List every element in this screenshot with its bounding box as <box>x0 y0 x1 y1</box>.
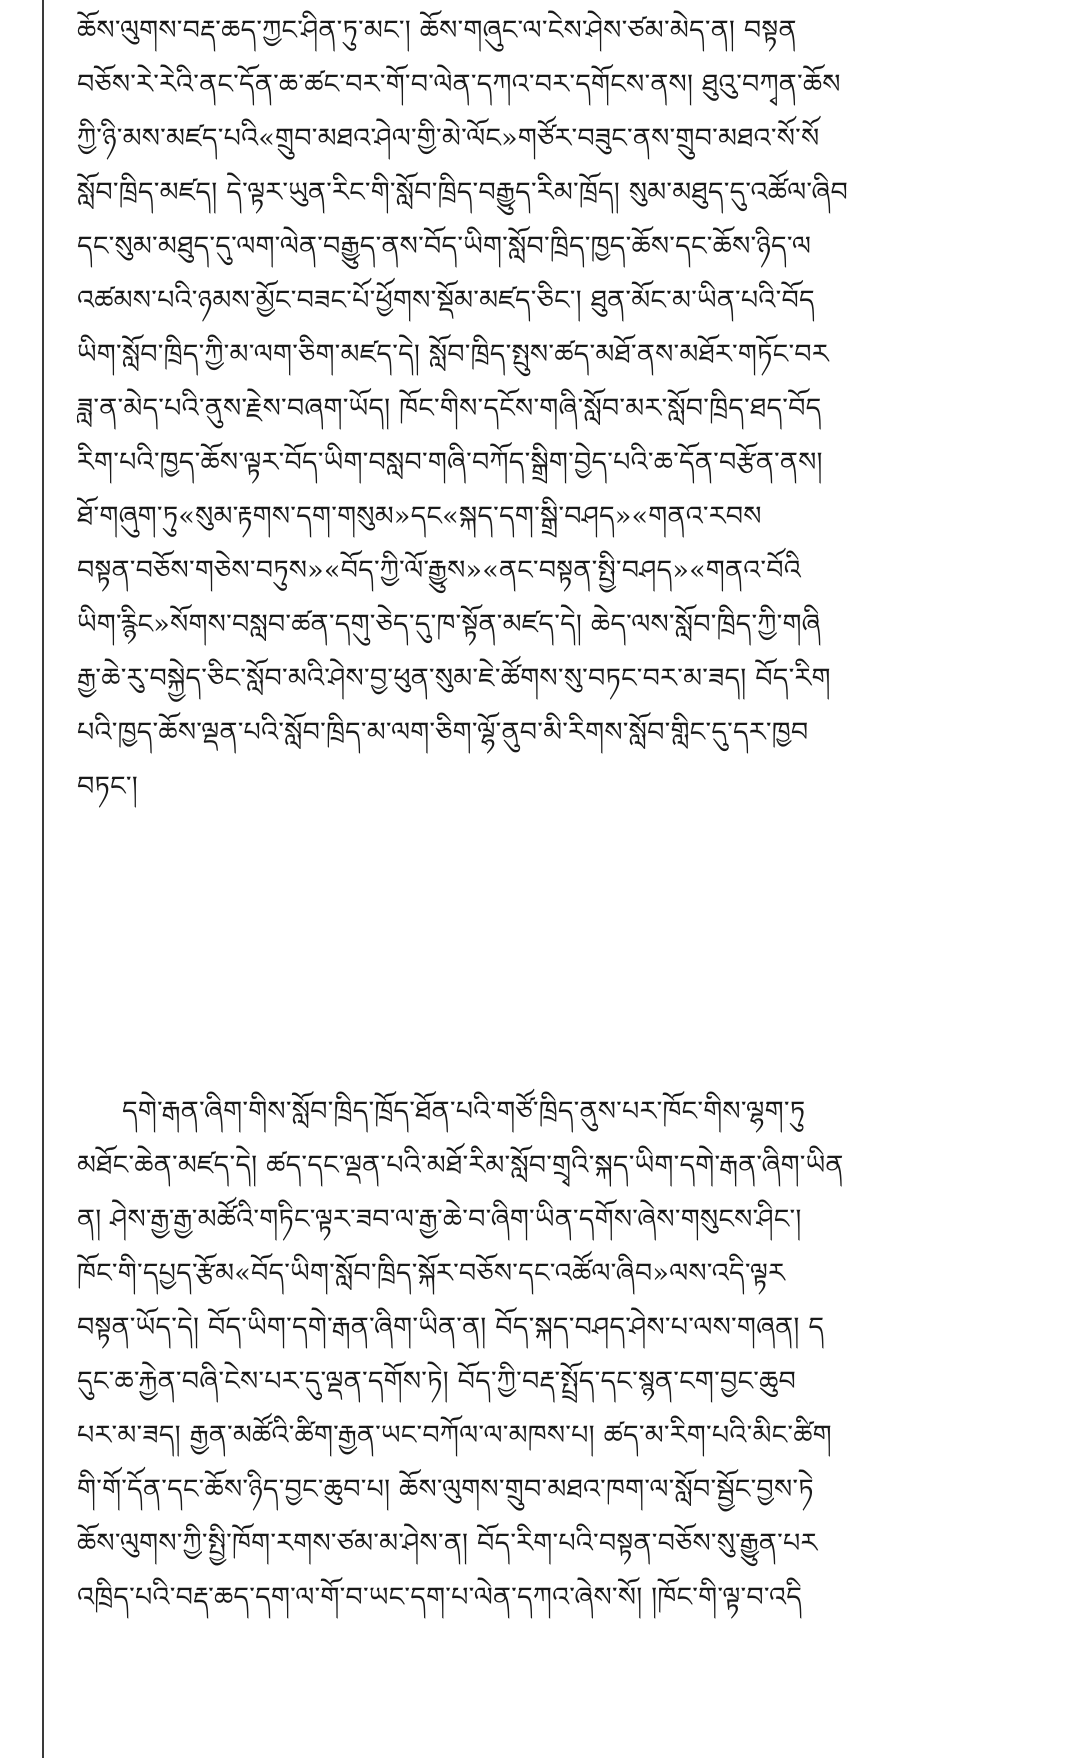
text-line: པའི་ཁྱད་ཆོས་ལྡན་པའི་སློབ་ཁྲིད་མ་ལག་ཅིག་ལྷོ་ནུབ་མི་རིགས་སློབ་གླིང་དུ་དར་ཁྱབ <box>77 717 809 748</box>
text-line: སློབ་ཁྲིད་མཛད། དེ་ལྟར་ཡུན་རིང་གི་སློབ་ཁྲིད་བརྒྱུད་རིམ་ཁྲོད། སུམ་མཐུད་དུ་འཚོལ་ཞིབ <box>77 177 849 208</box>
paragraph-2 <box>77 1085 1022 1625</box>
text-line: རིག་པའི་ཁྱད་ཆོས་ལྟར་བོད་ཡིག་བསླབ་གཞི་བཀོད་སྒྲིག་བྱེད་པའི་ཆ་དོན་བརྩོན་ནས། <box>77 447 823 478</box>
text-line: གི་གོ་དོན་དང་ཆོས་ཉིད་བྱང་ཆུབ་པ། ཆོས་ལུགས་གྲུབ་མཐའ་ཁག་ལ་སློབ་སྦྱོང་བྱས་ཏེ <box>77 1474 814 1505</box>
text-line: རྒྱ་ཆེ་རུ་བསྐྱེད་ཅིང་སློབ་མའི་ཤེས་བྱ་ཕུན་སུམ་ཇེ་ཚོགས་སུ་བཏང་བར་མ་ཟད། བོད་རིག <box>77 663 831 694</box>
paragraph-1 <box>77 4 1022 814</box>
text-line: ཟླ་ན་མེད་པའི་ནུས་རྗེས་བཞག་ཡོད། ཁོང་གིས་དངོས་གཞི་སློབ་མར་སློབ་ཁྲིད་ཐད་བོད <box>77 393 822 424</box>
text-line: བསྟན་ཡོད་དེ། བོད་ཡིག་དགེ་རྒན་ཞིག་ཡིན་ན། བོད་སྐད་བཤད་ཤེས་པ་ལས་གཞན། ད <box>77 1312 825 1343</box>
text-line: ཆོས་ལུགས་བརྡ་ཆད་ཀྱང་ཤིན་ཏུ་མང་། ཆོས་གཞུང་ལ་ངེས་ཤེས་ཙམ་མེད་ན། བསྟན <box>77 15 797 46</box>
text-line: ཐོ་གཞུག་ཏུ«སུམ་རྟགས་དག་གསུམ»དང«སྐད་དག་སྒྲི་བཤད»«གནའ་རབས <box>77 501 762 532</box>
text-line: དགེ་རྒན་ཞིག་གིས་སློབ་ཁྲིད་ཁྲོད་ཐོན་པའི་གཙོ་ཁྲིད་ནུས་པར་ཁོང་གིས་ལྷག་ཏུ <box>122 1096 806 1127</box>
text-line: ཡིག་རྙིང»སོགས་བསླབ་ཚན་དགུ་ཅེད་དུ་ཁ་སྟོན་མཛད་དེ། ཆེད་ལས་སློབ་ཁྲིད་ཀྱི་གཞི <box>77 609 821 640</box>
text-line: དང་སུམ་མཐུད་དུ་ལག་ལེན་བརྒྱུད་ནས་བོད་ཡིག་སློབ་ཁྲིད་ཁྱད་ཆོས་དང་ཆོས་ཉིད་ལ <box>77 231 812 262</box>
text-line: ཁོང་གི་དཔྱད་རྩོམ«བོད་ཡིག་སློབ་ཁྲིད་སྐོར་བཅོས་དང་འཚོལ་ཞིབ»ལས་འདི་ལྟར <box>77 1258 786 1289</box>
text-line: འཁྲིད་པའི་བརྡ་ཆད་དག་ལ་གོ་བ་ཡང་དག་པ་ལེན་དཀའ་ཞེས་སོ། །ཁོང་གི་ལྟ་བ་འདི <box>77 1582 803 1613</box>
text-line: འཚམས་པའི་ཉམས་མྱོང་བཟང་པོ་ཕྱོགས་སྡོམ་མཛད་ཅིང་། ཐུན་མོང་མ་ཡིན་པའི་བོད <box>77 285 815 316</box>
text-line: ཡིག་སློབ་ཁྲིད་ཀྱི་མ་ལག་ཅིག་མཛད་དེ། སློབ་ཁྲིད་སྤུས་ཚད་མཐོ་ནས་མཐོར་གཏོང་བར <box>77 339 829 370</box>
text-line: ཀྱི་ཉི་མས་མཛད་པའི«གྲུབ་མཐའ་ཤེལ་གྱི་མེ་ལོང»གཙོར་བཟུང་ནས་གྲུབ་མཐའ་སོ་སོ <box>77 123 820 154</box>
text-line: མཐོང་ཆེན་མཛད་དེ། ཚད་དང་ལྡན་པའི་མཐོ་རིམ་སློབ་གྲྭའི་སྐད་ཡིག་དགེ་རྒན་ཞིག་ཡིན <box>77 1150 844 1181</box>
text-line: དུང་ཆ་རྐྱེན་བཞི་ངེས་པར་དུ་ལྡན་དགོས་ཏེ། བོད་ཀྱི་བརྡ་སྤྲོད་དང་སྙན་ངག་བྱང་ཆུབ <box>77 1366 797 1397</box>
text-line: བསྟན་བཅོས་གཅེས་བཏུས»«བོད་ཀྱི་ལོ་རྒྱུས»«ནང་བསྟན་སྤྱི་བཤད»«གནའ་བོའི <box>77 555 802 586</box>
text-line: བཏང་། <box>77 771 138 802</box>
text-line: ཆོས་ལུགས་ཀྱི་སྤྱི་ཁོག་རགས་ཙམ་མ་ཤེས་ན། བོད་རིག་པའི་བསྟན་བཅོས་སུ་རྒྱུན་པར <box>77 1528 818 1559</box>
text-line: བཅོས་རེ་རེའི་ནང་དོན་ཆ་ཚང་བར་གོ་བ་ལེན་དཀའ་བར་དགོངས་ནས། ཐུའུ་བཀྭན་ཆོས <box>77 69 841 100</box>
text-line: ན། ཤེས་རྒྱ་རྒྱ་མཚོའི་གཏིང་ལྟར་ཟབ་ལ་རྒྱ་ཆེ་བ་ཞིག་ཡིན་དགོས་ཞེས་གསུངས་ཤིང་། <box>77 1204 802 1235</box>
text-line: པར་མ་ཟད། རྒྱན་མཚོའི་ཚིག་རྒྱན་ཡང་བཀོལ་ལ་མཁས་པ། ཚད་མ་རིག་པའི་མིང་ཚིག <box>77 1420 832 1451</box>
page-margin-rule <box>42 0 44 1758</box>
